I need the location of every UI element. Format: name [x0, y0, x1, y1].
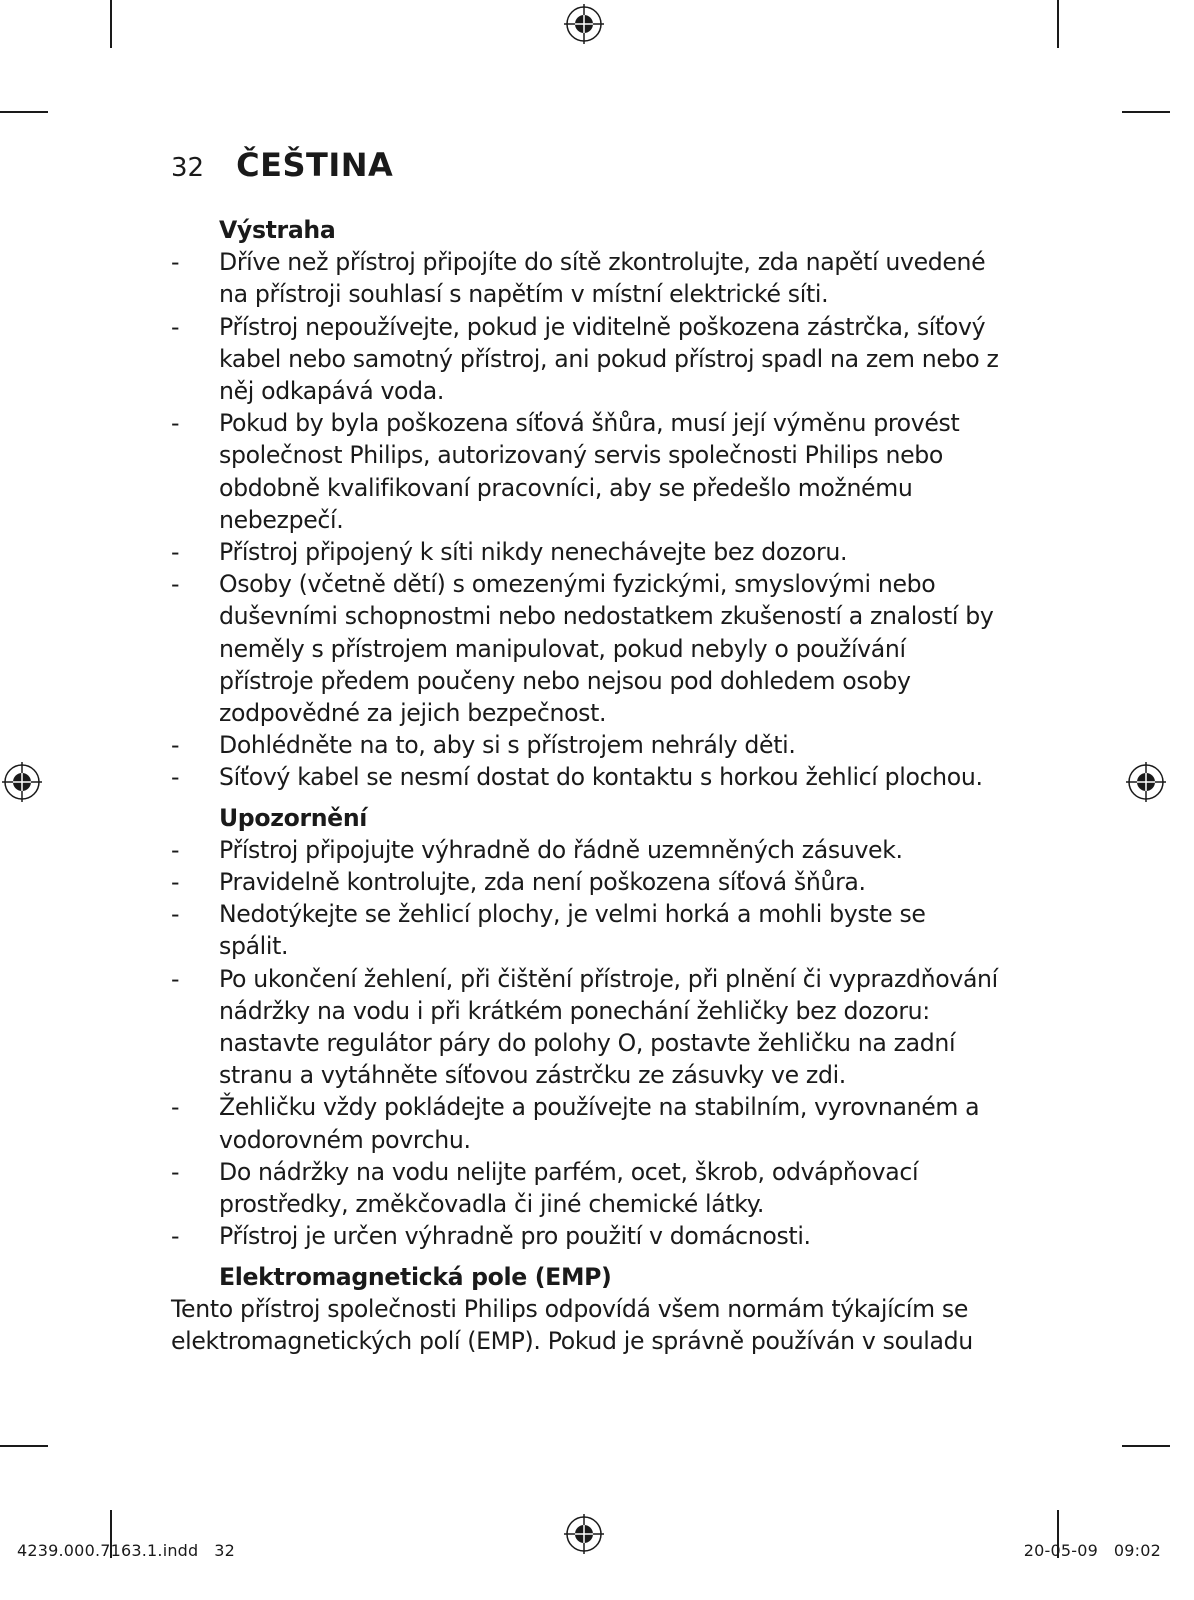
list-item: - Dohlédněte na to, aby si s přístrojem nehrály děti.: [171, 729, 1001, 761]
list-item: - Dříve než přístroj připojíte do sítě zkontrolujte, zda napětí uvedené na přístroji souhlasí s napětím v místní elektrické síti.: [171, 246, 1001, 310]
footer-datetime: 20-05-09 09:02: [1023, 1541, 1161, 1560]
list-item: - Pokud by byla poškozena síťová šňůra, musí její výměnu provést společnost Philips, autorizovaný servis společnosti Philips nebo obdobně kvalifikovaní pracovníci, aby se předešlo možnému nebezpečí.: [171, 407, 1001, 536]
list-item: - Přístroj připojený k síti nikdy nenechávejte bez dozoru.: [171, 536, 1001, 568]
emf-paragraph: Tento přístroj společnosti Philips odpovídá všem normám týkajícím se elektromagnetických polí (EMP). Pokud je správně používán v souladu: [171, 1294, 973, 1355]
section-title: Výstraha: [219, 216, 336, 244]
section-caution: [171, 802, 1001, 1253]
section-title: Upozornění: [219, 803, 368, 832]
list-item: - Pravidelně kontrolujte, zda není poškozena síťová šňůra.: [171, 866, 1001, 898]
page-header: [171, 146, 393, 184]
section-title: Elektromagnetická pole (EMP): [219, 1262, 612, 1291]
crop-mark: [110, 0, 112, 48]
registration-mark-icon: [1126, 762, 1166, 802]
registration-mark-icon: [564, 4, 604, 44]
crop-mark: [1122, 1445, 1170, 1447]
list-item: - Žehličku vždy pokládejte a používejte na stabilním, vyrovnaném a vodorovném povrchu.: [171, 1091, 1001, 1155]
list-item: - Přístroj je určen výhradně pro použití v domácnosti.: [171, 1220, 1001, 1252]
registration-mark-icon: [2, 762, 42, 802]
footer-file-info: 4239.000.7163.1.indd 32: [17, 1541, 236, 1560]
section-warning: [171, 214, 1001, 794]
list-item: - Osoby (včetně dětí) s omezenými fyzickými, smyslovými nebo duševními schopnostmi nebo nedostatkem zkušeností a znalostí by neměly s přístrojem manipulovat, pokud nebyly o používání přístroje předem poučeny nebo nejsou pod dohledem osoby zodpovědné za jejich bezpečnost.: [171, 568, 1001, 729]
crop-mark: [0, 111, 48, 113]
page-number: 32: [171, 153, 205, 183]
crop-mark: [1122, 111, 1170, 113]
document-body: [171, 214, 1001, 1365]
crop-mark: [1057, 0, 1059, 48]
section-emf: [171, 1261, 1001, 1358]
warning-list: [171, 246, 1001, 793]
list-item: - Přístroj připojujte výhradně do řádně uzemněných zásuvek.: [171, 834, 1001, 866]
list-item: - Síťový kabel se nesmí dostat do kontaktu s horkou žehlicí plochou.: [171, 761, 1001, 793]
language-title: ČEŠTINA: [236, 146, 394, 184]
caution-list: [171, 834, 1001, 1253]
crop-mark: [0, 1445, 48, 1447]
list-item: - Nedotýkejte se žehlicí plochy, je velmi horká a mohli byste se spálit.: [171, 898, 1001, 962]
list-item: - Po ukončení žehlení, při čištění přístroje, při plnění či vyprazdňování nádržky na vodu i při krátkém ponechání žehličky bez dozoru: nastavte regulátor páry do polohy O, postavte žehličku na zadní stranu a vytáhněte síťovou zástrčku ze zásuvky ve zdi.: [171, 963, 1001, 1092]
list-item: - Přístroj nepoužívejte, pokud je viditelně poškozena zástrčka, síťový kabel nebo samotný přístroj, ani pokud přístroj spadl na zem nebo z něj odkapává voda.: [171, 311, 1001, 408]
registration-mark-icon: [564, 1514, 604, 1554]
list-item: - Do nádržky na vodu nelijte parfém, ocet, škrob, odvápňovací prostředky, změkčovadla či jiné chemické látky.: [171, 1156, 1001, 1220]
